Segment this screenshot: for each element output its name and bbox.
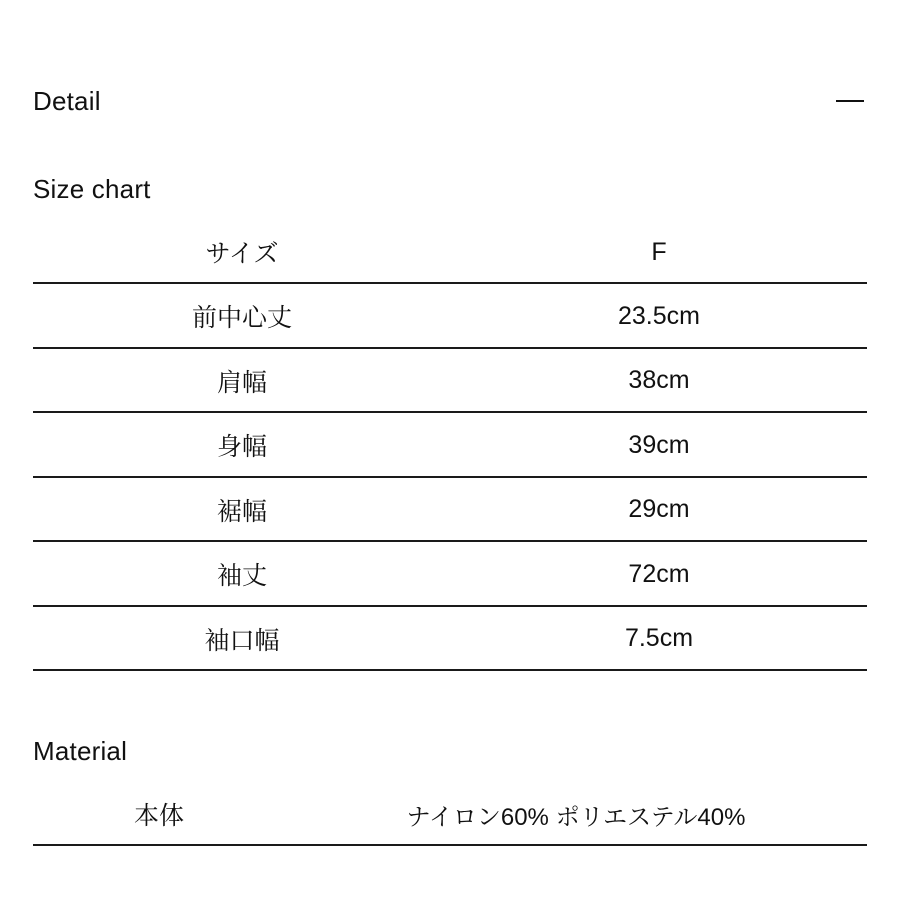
material-title: Material [33, 736, 128, 766]
material-label: 本体 [133, 802, 184, 830]
size-chart-header-row [33, 220, 867, 284]
table-row [33, 478, 867, 543]
table-row [33, 413, 867, 478]
table-divider [33, 669, 867, 671]
measurement-label: 前中心丈 [191, 304, 292, 333]
measurement-label: 袖丈 [216, 562, 267, 591]
measurement-label: 肩幅 [216, 368, 267, 397]
size-header-value: F [651, 237, 667, 266]
detail-header [33, 84, 867, 118]
size-chart-title: Size chart [33, 174, 151, 204]
minus-icon [836, 100, 864, 102]
size-chart-table [33, 220, 867, 671]
table-row [33, 284, 867, 349]
measurement-value: 39cm [628, 430, 690, 459]
collapse-button[interactable] [833, 84, 867, 118]
measurement-value: 23.5cm [618, 301, 700, 330]
measurement-label: 袖口幅 [204, 626, 280, 655]
table-row [33, 542, 867, 607]
material-table [33, 782, 867, 846]
table-divider [33, 844, 867, 846]
measurement-value: 7.5cm [624, 624, 694, 653]
measurement-value: 72cm [628, 559, 690, 588]
measurement-value: 38cm [628, 366, 690, 395]
measurement-label: 身幅 [216, 433, 267, 462]
table-row [33, 782, 867, 846]
measurement-value: 29cm [628, 495, 690, 524]
size-header-label: サイズ [205, 240, 279, 268]
detail-title: Detail [33, 86, 101, 116]
table-row [33, 607, 867, 672]
table-row [33, 349, 867, 414]
material-value: ナイロン60% ポリエステル40% [406, 803, 746, 831]
measurement-label: 裾幅 [216, 497, 267, 526]
